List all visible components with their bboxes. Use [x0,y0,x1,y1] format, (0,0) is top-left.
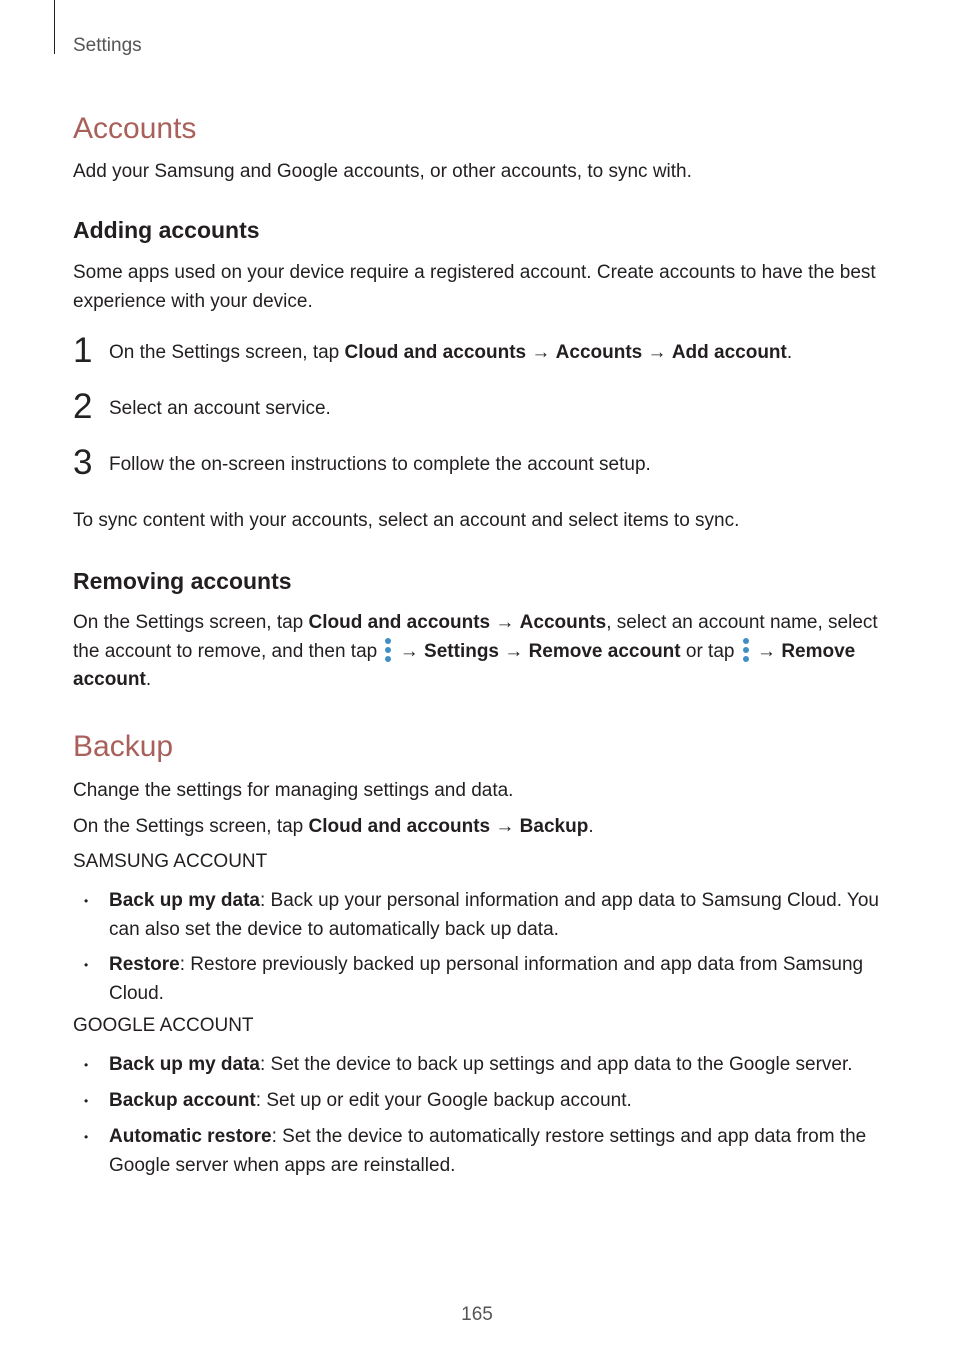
samsung-account-label: SAMSUNG ACCOUNT [73,851,268,872]
menu-path-add-account: Add account [671,342,787,363]
adding-accounts-title: Adding accounts [73,217,260,243]
running-header: Settings [73,35,142,56]
sync-note: To sync content with your accounts, select an account and select items to sync. [73,510,740,531]
step-number: 3 [73,443,93,482]
backup-path: On the Settings screen, tap Cloud and accounts → Backup. [73,816,594,837]
removing-accounts-title: Removing accounts [73,568,292,594]
page-number: 165 [461,1304,493,1325]
menu-path-accounts: Accounts [555,342,643,363]
adding-accounts-desc: Some apps used on your device require a registered account. Create accounts to have the best experience with your device. [73,262,876,312]
backup-intro: Change the settings for managing settings and data. [73,780,514,801]
more-options-icon [385,638,391,662]
step-text: Select an account service. [109,398,331,419]
step-text: On the Settings screen, tap Cloud and accounts → Accounts → Add account. [109,342,793,363]
menu-path-cloud: Cloud and accounts [344,342,527,363]
more-options-icon [743,638,749,662]
google-account-label: GOOGLE ACCOUNT [73,1015,254,1036]
accounts-intro: Add your Samsung and Google accounts, or other accounts, to sync with. [73,161,692,182]
step-number: 2 [73,387,93,426]
removing-accounts-desc: On the Settings screen, tap Cloud and accounts → Accounts, select an account name, select the account to remove, and then tap → Settings → Remove account or tap → Remove account. [73,612,878,690]
header-rule [54,0,55,54]
accounts-title: Accounts [73,112,197,145]
step-number: 1 [73,331,93,370]
step-text: Follow the on-screen instructions to complete the account setup. [109,454,651,475]
backup-title: Backup [73,730,174,763]
